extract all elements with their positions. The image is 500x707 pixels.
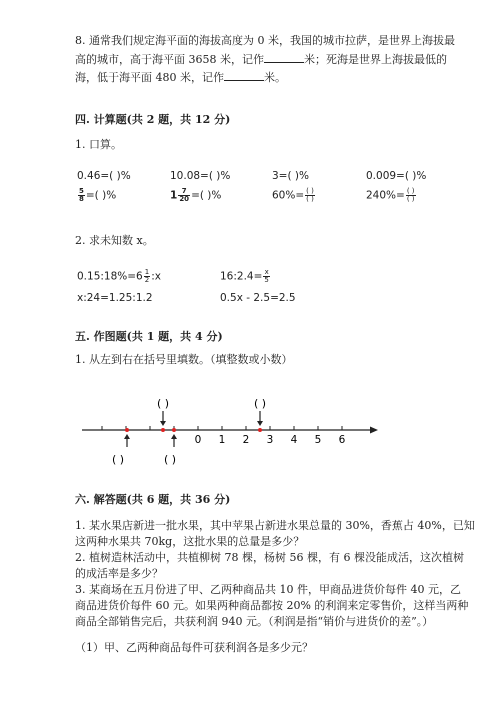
oral-r2c1[interactable]: $\frac{5}{8}$ =( )% — [79, 187, 117, 203]
red-point-3 — [172, 428, 176, 432]
fraction-7-20: $\frac{7}{20}$ — [179, 187, 190, 203]
red-point-1 — [125, 428, 129, 432]
tick-label-5: 5 — [314, 434, 322, 446]
section4-title: 四. 计算题(共 2 题，共 12 分) — [75, 113, 231, 126]
red-point-2 — [161, 428, 165, 432]
oral-calc-title: 1. 口算。 — [75, 138, 122, 151]
problem1-line2: 这两种水果共 70kg，这批水果的总量是多少？ — [75, 535, 305, 548]
solve-eq1[interactable]: 0.15:18%=6 $\frac{1}{2}$ :x — [77, 268, 161, 284]
tick-label-4: 4 — [290, 434, 298, 446]
problem3-line2: 商品进货价每件 60 元。如果两种商品都按 20% 的利润来定零售价，这样当两种 — [75, 599, 469, 612]
q8-line3-b: 米。 — [264, 71, 286, 84]
solve-eq2[interactable]: 16:2.4= $\frac{x}{5}$ — [220, 268, 269, 284]
q8-line2 — [75, 51, 447, 68]
arrow-up-2-head — [171, 434, 177, 439]
problem1-line1: 1. 某水果店新进一批水果，其中苹果占新进水果总量的 30%，香蕉占 40%，已知 — [75, 519, 475, 532]
section6-title: 六. 解答题(共 6 题，共 36 分) — [75, 493, 231, 506]
oral-r1c1[interactable]: 0.46=( )% — [77, 170, 131, 182]
arrow-down-1-head — [160, 421, 166, 426]
problem3-sub1: （1）甲、乙两种商品每件可获利润各是多少元？ — [75, 641, 313, 654]
number-line-arrowhead — [370, 427, 378, 434]
oral-r2c2[interactable]: 1 $\frac{7}{20}$ =( )% — [170, 187, 222, 203]
q8-blank-1[interactable] — [264, 51, 304, 63]
tick-label-6: 6 — [338, 434, 346, 446]
oral-r2c4[interactable]: 240%= $\frac{( )}{( )}$ — [366, 187, 415, 203]
red-point-4 — [258, 428, 262, 432]
tick-label-3: 3 — [266, 434, 274, 446]
solve-eq4[interactable]: 0.5x - 2.5=2.5 — [220, 292, 296, 304]
problem3-line1: 3. 某商场在五月份进了甲、乙两种商品共 10 件，甲商品进货价每件 40 元，乙 — [75, 583, 461, 596]
section5-title: 五. 作图题(共 1 题，共 4 分) — [75, 330, 223, 343]
problem3-line3: 商品全部销售完后，共获利润 940 元。（利润是指“销价与进货价的差”。） — [75, 615, 434, 628]
bracket-top-1: ( ) — [156, 397, 170, 410]
q8-line3 — [75, 69, 286, 86]
drawing-question: 1. 从左到右在括号里填数。（填整数或小数） — [75, 353, 293, 366]
q8-blank-2[interactable] — [224, 69, 264, 81]
oral-r1c4[interactable]: 0.009=( )% — [366, 170, 427, 182]
bracket-bottom-1: ( ) — [111, 453, 125, 466]
arrow-down-2-head — [257, 421, 263, 426]
bracket-bottom-2: ( ) — [163, 453, 177, 466]
solve-title: 2. 求未知数 x。 — [75, 234, 154, 247]
solve-eq3[interactable]: x:24=1.25:1.2 — [77, 292, 153, 304]
oral-r2c3[interactable]: 60%= $\frac{( )}{( )}$ — [272, 187, 314, 203]
oral-r1c3[interactable]: 3=( )% — [272, 170, 309, 182]
fraction-blank: $\frac{( )}{( )}$ — [306, 187, 314, 203]
q8-line2-a: 高的城市，高于海平面 3658 米，记作 — [75, 53, 264, 66]
problem2-line1: 2. 植树造林活动中，共植柳树 78 棵，杨树 56 棵，有 6 棵没能成活，这次植树 — [75, 551, 464, 564]
oral-r1c2[interactable]: 10.08=( )% — [170, 170, 231, 182]
fraction-1-2: $\frac{1}{2}$ — [144, 268, 150, 284]
q8-line2-b: 米；死海是世界上海拔最低的 — [304, 53, 447, 66]
tick-label-1: 1 — [218, 434, 226, 446]
fraction-5-8: $\frac{5}{8}$ — [79, 187, 84, 203]
q8-line1: 8. 通常我们规定海平面的海拔高度为 0 米，我国的城市拉萨，是世界上海拔最 — [75, 34, 455, 47]
fraction-x-5: $\frac{x}{5}$ — [264, 268, 269, 284]
q8-line3-a: 海，低于海平面 480 米，记作 — [75, 71, 224, 84]
number-line-labels — [195, 434, 346, 446]
problem2-line2: 的成活率是多少？ — [75, 567, 163, 580]
tick-label-2: 2 — [242, 434, 250, 446]
fraction-blank: $\frac{( )}{( )}$ — [406, 187, 415, 203]
arrow-up-1-head — [124, 434, 130, 439]
tick-label-0: 0 — [194, 434, 202, 446]
bracket-top-2: ( ) — [253, 397, 267, 410]
number-line — [0, 385, 500, 475]
